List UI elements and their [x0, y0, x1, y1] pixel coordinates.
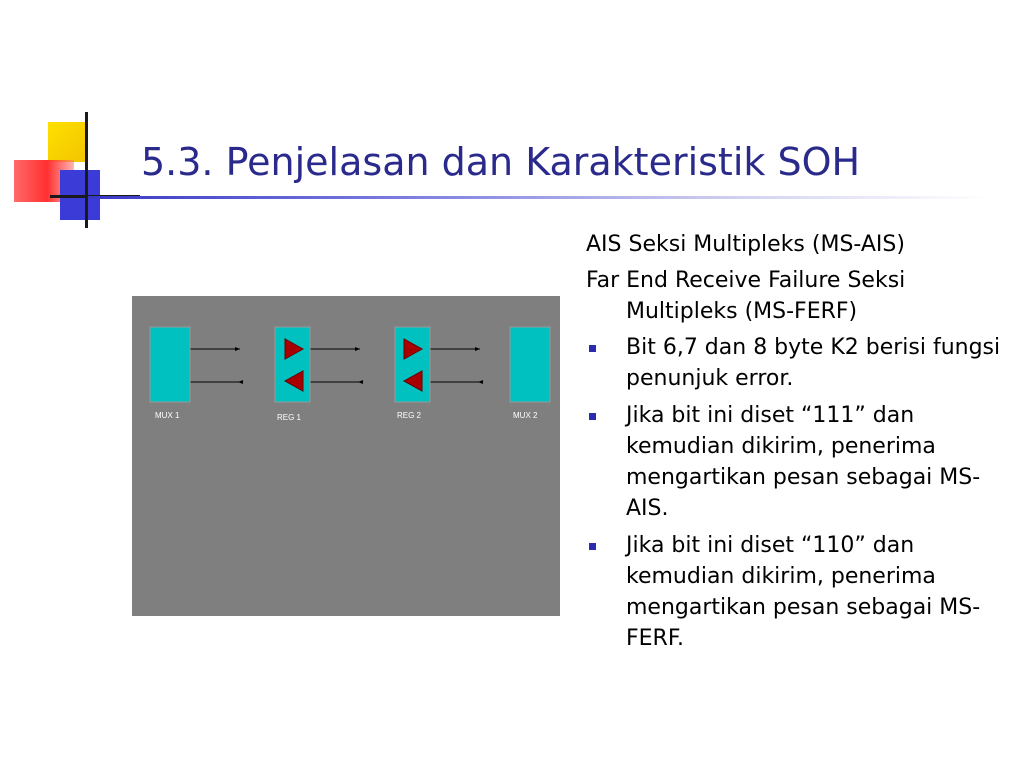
list-item [586, 400, 1006, 524]
bullet-square-icon [589, 345, 596, 352]
reg1-box [275, 327, 310, 402]
slide-logo-decoration [0, 0, 140, 240]
mux1-label: MUX 1 [155, 411, 180, 420]
yellow-square-decoration [48, 122, 88, 162]
arrowhead-left-1 [238, 380, 243, 384]
diagram-svg [132, 296, 560, 616]
plain-item-ms-ais: AIS Seksi Multipleks (MS-AIS) [586, 232, 905, 257]
arrowhead-right-1 [235, 347, 240, 351]
vertical-line-decoration [85, 112, 88, 228]
mux2-box [510, 327, 550, 402]
bullet-square-icon [589, 543, 596, 550]
reg2-box [395, 327, 430, 402]
arrowhead-right-3 [475, 347, 480, 351]
slide-content [586, 229, 1006, 660]
list-item [586, 530, 1006, 654]
mux-regenerator-diagram [132, 296, 560, 616]
bullet-text: Bit 6,7 dan 8 byte K2 berisi fungsi penunjuk error. [626, 335, 1001, 391]
arrowhead-left-2 [358, 380, 363, 384]
bullet-square-icon [589, 413, 596, 420]
list-item [586, 332, 1006, 394]
slide-title: 5.3. Penjelasan dan Karakteristik SOH [141, 140, 861, 184]
mux1-box [150, 327, 190, 402]
bullet-text: Jika bit ini diset “110” dan kemudian dikirim, penerima mengartikan pesan sebagai MS-FERF. [626, 533, 981, 651]
arrowhead-right-2 [355, 347, 360, 351]
mux2-label: MUX 2 [513, 411, 538, 420]
bullet-list [586, 332, 1006, 654]
title-underline [88, 196, 988, 199]
reg2-label: REG 2 [397, 411, 422, 420]
plain-item-ms-ferf: Far End Receive Failure Seksi Multipleks (MS-FERF) [586, 268, 906, 324]
reg1-label: REG 1 [277, 413, 302, 422]
bullet-text: Jika bit ini diset “111” dan kemudian dikirim, penerima mengartikan pesan sebagai MS-AIS. [626, 403, 981, 521]
arrowhead-left-3 [478, 380, 483, 384]
